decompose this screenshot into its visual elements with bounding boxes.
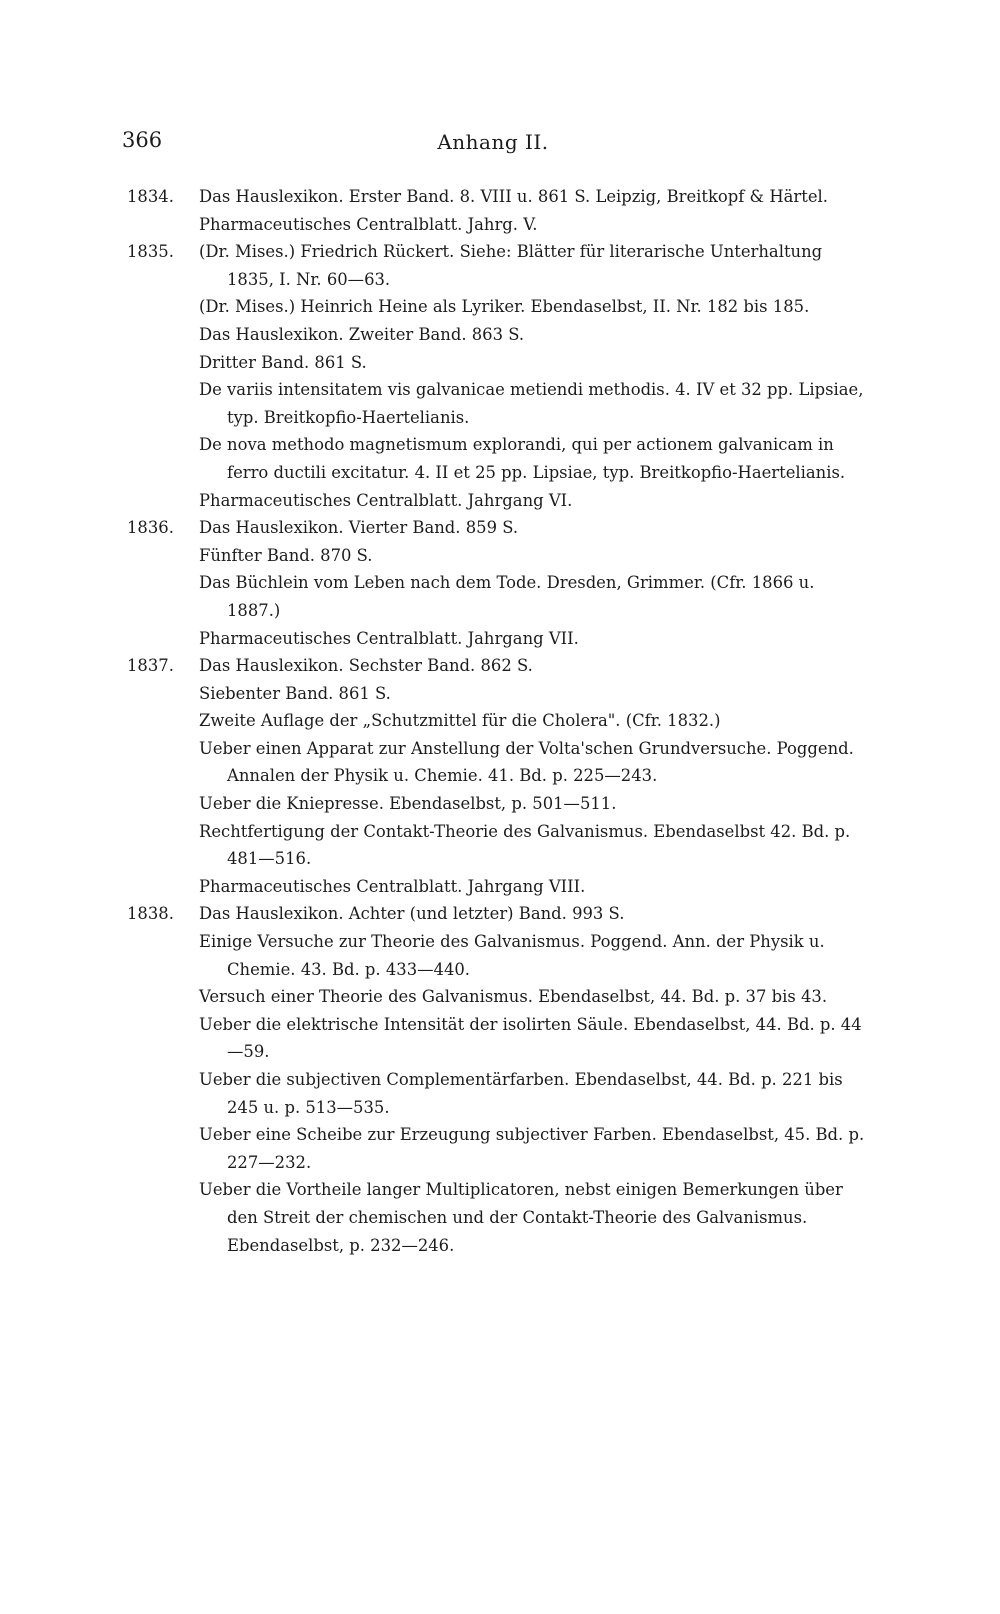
bibliography-entry: Das Hauslexikon. Sechster Band. 862 S.	[199, 656, 533, 676]
running-head: Anhang II.	[437, 130, 549, 154]
bibliography-entry: De variis intensitatem vis galvanicae metiendi methodis. 4. IV et 32 pp. Lipsiae, typ. Breitkopfio-Haertelianis.	[199, 380, 864, 427]
bibliography-entry: Pharmaceutisches Centralblatt. Jahrgang VII.	[199, 628, 579, 648]
bibliography-entry: Pharmaceutisches Centralblatt. Jahrgang VIII.	[199, 876, 586, 896]
bibliography-entry: Ueber die Vortheile langer Multiplicatoren, nebst einigen Bemerkungen über den Streit der chemischen und der Contakt-Theorie des Galvanismus. Ebendaselbst, p. 232—246.	[199, 1180, 843, 1255]
bibliography-entry: Zweite Auflage der „Schutzmittel für die Cholera". (Cfr. 1832.)	[199, 711, 721, 731]
bibliography-entry: Das Hauslexikon. Zweiter Band. 863 S.	[199, 324, 525, 344]
bibliography-entry: Das Hauslexikon. Vierter Band. 859 S.	[199, 518, 519, 538]
bibliography-entry: Rechtfertigung der Contakt-Theorie des Galvanismus. Ebendaselbst 42. Bd. p. 481—516.	[199, 821, 851, 869]
year-block-1838	[127, 900, 872, 1259]
year-label: 1836.	[127, 518, 174, 538]
bibliography-entry: Ueber einen Apparat zur Anstellung der Volta'schen Grundversuche. Poggend. Annalen der Physik u. Chemie. 41. Bd. p. 225—243.	[199, 738, 854, 786]
bibliography-entry: Dritter Band. 861 S.	[199, 352, 367, 372]
bibliography-entry: Das Hauslexikon. Achter (und letzter) Band. 993 S.	[199, 904, 625, 924]
bibliography-entry: Pharmaceutisches Centralblatt. Jahrgang VI.	[199, 490, 573, 510]
year-block-1835	[127, 238, 872, 514]
bibliography-entry: Versuch einer Theorie des Galvanismus. Ebendaselbst, 44. Bd. p. 37 bis 43.	[199, 987, 828, 1007]
year-label: 1835.	[127, 242, 174, 262]
year-block-1836	[127, 514, 872, 652]
bibliography-entry: Pharmaceutisches Centralblatt. Jahrg. V.	[199, 214, 538, 234]
bibliography-entry: Das Büchlein vom Leben nach dem Tode. Dresden, Grimmer. (Cfr. 1866 u. 1887.)	[199, 573, 815, 620]
bibliography-entry: Ueber die subjectiven Complementärfarben. Ebendaselbst, 44. Bd. p. 221 bis 245 u. p. 513—535.	[199, 1070, 843, 1117]
bibliography-entry: (Dr. Mises.) Heinrich Heine als Lyriker. Ebendaselbst, II. Nr. 182 bis 185.	[199, 297, 810, 317]
year-block-1834	[127, 183, 872, 238]
page-header	[118, 128, 868, 168]
year-block-1837	[127, 652, 872, 900]
bibliography-entry: De nova methodo magnetismum explorandi, qui per actionem galvanicam in ferro ductili excitatur. 4. II et 25 pp. Lipsiae, typ. Breitkopfio-Haertelianis.	[199, 435, 846, 482]
bibliography-entry: Das Hauslexikon. Erster Band. 8. VIII u. 861 S. Leipzig, Breitkopf & Härtel.	[199, 187, 828, 206]
bibliography-list	[127, 183, 872, 1259]
bibliography-entry: Einige Versuche zur Theorie des Galvanismus. Poggend. Ann. der Physik u. Chemie. 43. Bd. p. 433—440.	[199, 932, 825, 979]
page-number: 366	[122, 128, 163, 152]
bibliography-entry: Siebenter Band. 861 S.	[199, 683, 391, 703]
bibliography-entry: Ueber die Kniepresse. Ebendaselbst, p. 501—511.	[199, 794, 617, 814]
year-label: 1838.	[127, 904, 174, 924]
bibliography-entry: (Dr. Mises.) Friedrich Rückert. Siehe: Blätter für literarische Unterhaltung 1835, I. Nr. 60—63.	[199, 242, 823, 289]
bibliography-entry: Ueber die elektrische Intensität der isolirten Säule. Ebendaselbst, 44. Bd. p. 44—59.	[199, 1014, 862, 1062]
year-label: 1837.	[127, 656, 174, 676]
bibliography-entry: Ueber eine Scheibe zur Erzeugung subjectiver Farben. Ebendaselbst, 45. Bd. p. 227—232.	[199, 1125, 865, 1172]
bibliography-entry: Fünfter Band. 870 S.	[199, 545, 373, 565]
year-label: 1834.	[127, 187, 174, 206]
